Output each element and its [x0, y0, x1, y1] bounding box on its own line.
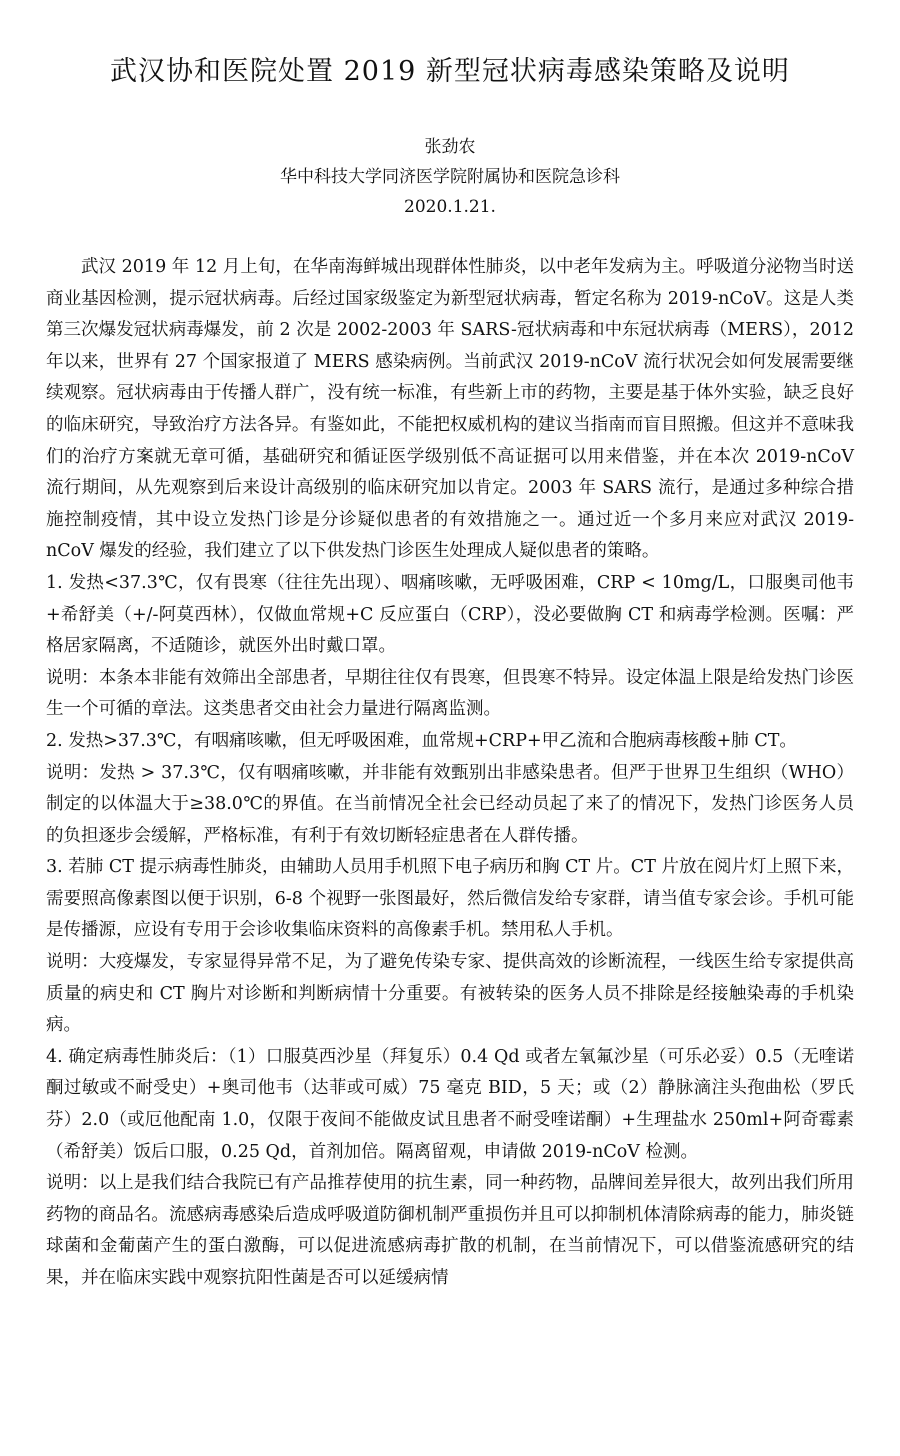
strategy-item-1: 1. 发热<37.3℃，仅有畏寒（往往先出现）、咽痛咳嗽，无呼吸困难，CRP < 10mg/L，口服奥司他韦+希舒美（+/-阿莫西林），仅做血常规+C 反应蛋白（CRP），没必要做胸 CT 和病毒学检测。医嘱：严格居家隔离，不适随诊，就医外出时戴口罩。: [46, 572, 854, 657]
author-affiliation: 华中科技大学同济医学院附属协和医院急诊科: [280, 167, 620, 187]
intro-paragraph: 武汉 2019 年 12 月上旬，在华南海鲜城出现群体性肺炎，以中老年发病为主。呼吸道分泌物当时送商业基因检测，提示冠状病毒。后经过国家级鉴定为新型冠状病毒，暂定名称为 2019-nCoV。这是人类第三次爆发冠状病毒爆发，前 2 次是 2002-2003 年 SARS-冠状病毒和中东冠状病毒（MERS），2012 年以来，世界有 27 个国家报道了 MERS 感染病例。当前武汉 2019-nCoV 流行状况会如何发展需要继续观察。冠状病毒由于传播人群广，没有统一标准，有些新上市的药物，主要是基于体外实验，缺乏良好的临床研究，导致治疗方法各异。有鉴如此，不能把权威机构的建议当指南而盲目照搬。但这并不意味我们的治疗方案就无章可循，基础研究和循证医学级别低不高证据可以用来借鉴，并在本次 2019-nCoV 流行期间，从先观察到后来设计高级别的临床研究加以肯定。2003 年 SARS 流行，是通过多种综合措施控制疫情，其中设立发热门诊是分诊疑似患者的有效措施之一。通过近一个多月来应对武汉 2019-nCoV 爆发的经验，我们建立了以下供发热门诊医生处理成人疑似患者的策略。: [46, 257, 854, 562]
strategy-item-3: 3. 若肺 CT 提示病毒性肺炎，由辅助人员用手机照下电子病历和胸 CT 片。CT 片放在阅片灯上照下来，需要照高像素图以便于识别，6-8 个视野一张图最好，然后微信发给专家群，请当值专家会诊。手机可能是传播源，应设有专用于会诊收集临床资料的高像素手机。禁用私人手机。: [46, 857, 854, 941]
document-body: [46, 252, 854, 1295]
strategy-item-2: 2. 发热>37.3℃，有咽痛咳嗽，但无呼吸困难，血常规+CRP+甲乙流和合胞病毒核酸+肺 CT。: [46, 730, 797, 751]
document-page: [0, 52, 900, 1456]
explanation-1: 说明：本条本非能有效筛出全部患者，早期往往仅有畏寒，但畏寒不特异。设定体温上限是给发热门诊医生一个可循的章法。这类患者交由社会力量进行隔离监测。: [46, 667, 854, 720]
author-name: 张劲农: [424, 137, 476, 157]
document-title: 武汉协和医院处置 2019 新型冠状病毒感染策略及说明: [110, 56, 790, 87]
strategy-item-4: 4. 确定病毒性肺炎后：（1）口服莫西沙星（拜复乐）0.4 Qd 或者左氧氟沙星（可乐必妥）0.5（无喹诺酮过敏或不耐受史）+奥司他韦（达菲或可威）75 毫克 BID，5 天；或（2）静脉滴注头孢曲松（罗氏芬）2.0（或厄他配南 1.0，仅限于夜间不能做皮试且患者不耐受喹诺酮）+生理盐水 250ml+阿奇霉素（希舒美）饭后口服，0.25 Qd，首剂加倍。隔离留观，申请做 2019-nCoV 检测。: [46, 1046, 854, 1162]
explanation-3: 说明：大疫爆发，专家显得异常不足，为了避免传染专家、提供高效的诊断流程，一线医生给专家提供高质量的病史和 CT 胸片对诊断和判断病情十分重要。有被转染的医务人员不排除是经接触染毒的手机染病。: [46, 952, 854, 1036]
document-date: 2020.1.21.: [404, 197, 496, 217]
explanation-2: 说明：发热 > 37.3℃，仅有咽痛咳嗽，并非能有效甄别出非感染患者。但严于世界卫生组织（WHO）制定的以体温大于≥38.0℃的界值。在当前情况全社会已经动员起了来了的情况下，发热门诊医务人员的负担逐步会缓解，严格标准，有利于有效切断轻症患者在人群传播。: [46, 762, 854, 846]
explanation-4: 说明：以上是我们结合我院已有产品推荐使用的抗生素，同一种药物，品牌间差异很大，故列出我们所用药物的商品名。流感病毒感染后造成呼吸道防御机制严重损伤并且可以抑制机体清除病毒的能力，肺炎链球菌和金葡菌产生的蛋白激酶，可以促进流感病毒扩散的机制，在当前情况下，可以借鉴流感研究的结果，并在临床实践中观察抗阳性菌是否可以延缓病情: [46, 1173, 854, 1288]
